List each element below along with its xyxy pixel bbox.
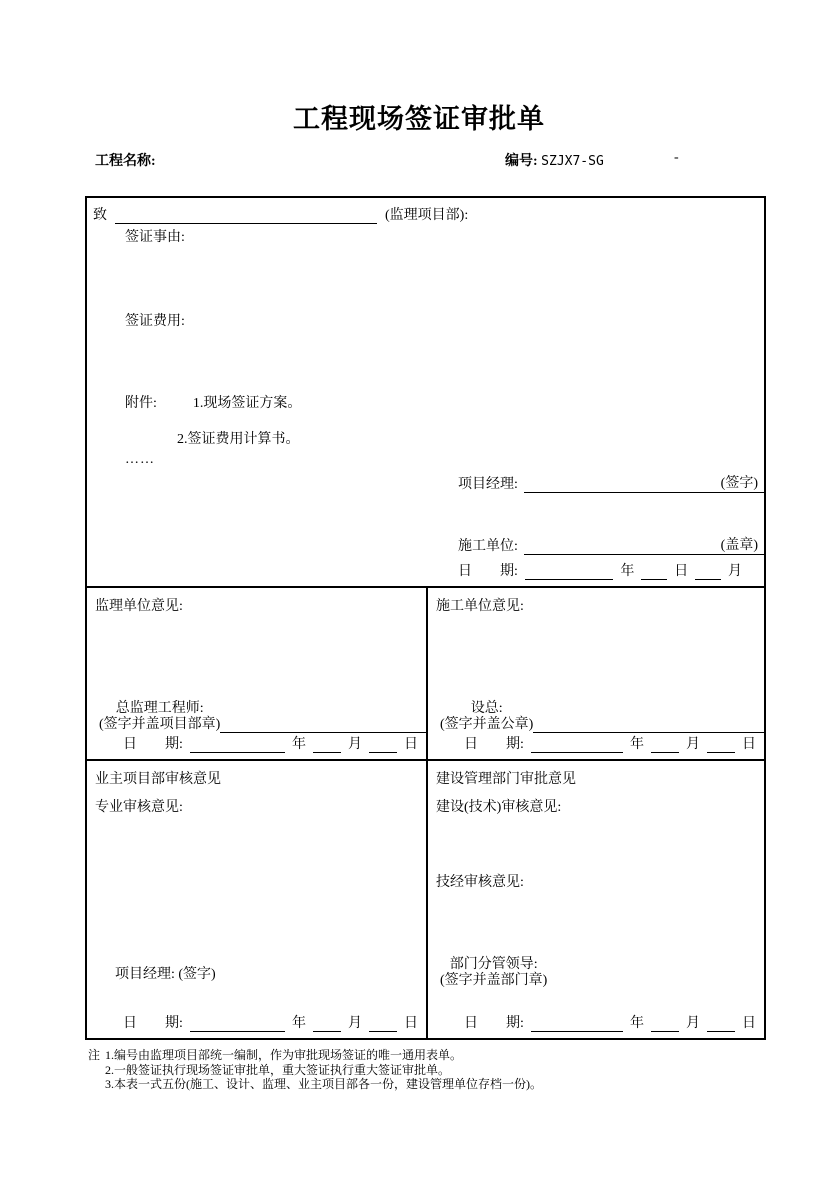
date-blank-field xyxy=(531,738,623,753)
form-table xyxy=(85,196,766,1040)
section-admin-approval xyxy=(428,761,764,1038)
techno-economic-review-label: 技经审核意见: xyxy=(436,875,524,890)
date-unit-3: 日 xyxy=(404,1016,418,1031)
visa-reason-label: 签证事由: xyxy=(125,230,185,245)
number-label: 编号: xyxy=(505,154,538,169)
note-item: 3.本表一式五份(施工、设计、监理、业主项目部各一份，建设管理单位存档一份)。 xyxy=(105,1077,543,1091)
contractor-opinion-title: 施工单位意见: xyxy=(436,599,524,614)
signature-blank-field xyxy=(533,718,764,733)
number-value: SZJX7-SG xyxy=(541,154,604,169)
to-label: 致 xyxy=(93,208,107,223)
technical-review-label: 建设(技术)审核意见: xyxy=(436,800,562,815)
date-blank-field xyxy=(707,738,735,753)
date-blank-field xyxy=(651,1017,679,1032)
supervisor-signer-labels xyxy=(99,701,220,733)
attachment-item-1: 1.现场签证方案。 xyxy=(192,396,302,411)
section-contractor-opinion xyxy=(428,588,764,761)
date-blank-field xyxy=(707,1017,735,1032)
project-manager-sign-line xyxy=(458,472,764,493)
date-blank-field xyxy=(651,738,679,753)
date-blank-field xyxy=(313,1017,341,1032)
date-label: 日 期: xyxy=(464,737,524,752)
contractor-sign-line xyxy=(458,534,764,555)
date-label: 日 期: xyxy=(464,1016,524,1031)
date-row xyxy=(464,1012,756,1032)
ellipsis-text: …… xyxy=(125,452,155,467)
date-unit-1: 年 xyxy=(630,737,644,752)
owner-review-title: 业主项目部审核意见 xyxy=(95,772,221,787)
date-unit-3: 日 xyxy=(742,737,756,752)
document-header xyxy=(0,150,838,170)
date-blank-field xyxy=(369,738,397,753)
to-line xyxy=(93,204,754,224)
chief-supervisor-seal-hint: (签字并盖项目部章) xyxy=(99,717,221,732)
design-chief-label: 设总: xyxy=(470,701,503,716)
date-unit-2: 月 xyxy=(686,1016,700,1031)
dept-leader-label: 部门分管领导: xyxy=(449,957,538,972)
date-unit-2: 月 xyxy=(348,737,362,752)
date-blank-field xyxy=(190,738,285,753)
date-row xyxy=(464,733,756,753)
section-supervisor-opinion xyxy=(87,588,428,761)
date-unit-3: 月 xyxy=(728,564,742,579)
date-row xyxy=(123,1012,418,1032)
date-unit-3: 日 xyxy=(404,737,418,752)
document-number xyxy=(505,150,604,170)
contractor-unit-label: 施工单位: xyxy=(458,539,518,554)
attachment-label: 附件: xyxy=(125,396,157,411)
dept-leader-seal-hint: (签字并盖部门章) xyxy=(440,973,548,988)
signature-blank-field xyxy=(220,718,426,733)
note-item: 1.编号由监理项目部统一编制，作为审批现场签证的唯一通用表单。 xyxy=(105,1048,463,1062)
admin-signer-labels xyxy=(440,957,547,989)
contractor-signer-labels xyxy=(440,701,533,733)
date-unit-1: 年 xyxy=(620,564,635,579)
to-suffix: (监理项目部): xyxy=(385,208,469,223)
date-blank-field xyxy=(369,1017,397,1032)
seal-hint: (盖章) xyxy=(717,534,764,555)
date-blank-field xyxy=(190,1017,285,1032)
professional-review-label: 专业审核意见: xyxy=(95,800,183,815)
date-unit-1: 年 xyxy=(630,1016,644,1031)
notes-label: 注 xyxy=(88,1048,101,1062)
chief-supervisor-label: 总监理工程师: xyxy=(115,701,204,716)
date-blank-field xyxy=(531,1017,623,1032)
date-label: 日 期: xyxy=(458,564,518,579)
number-dash: - xyxy=(674,150,679,165)
signature-blank-field xyxy=(524,478,717,493)
date-unit-1: 年 xyxy=(292,737,306,752)
date-row xyxy=(458,560,742,580)
footer-notes xyxy=(88,1048,808,1092)
project-name-label: 工程名称: xyxy=(95,154,156,169)
owner-pm-sign-label: 项目经理: (签字) xyxy=(115,967,216,982)
date-row xyxy=(123,733,418,753)
date-unit-2: 月 xyxy=(686,737,700,752)
date-unit-1: 年 xyxy=(292,1016,306,1031)
section-owner-review xyxy=(87,761,428,1038)
project-manager-label: 项目经理: xyxy=(458,477,518,492)
notes-list xyxy=(105,1048,542,1092)
supervisor-opinion-title: 监理单位意见: xyxy=(95,599,183,614)
date-label: 日 期: xyxy=(123,737,183,752)
date-unit-3: 日 xyxy=(742,1016,756,1031)
attachments-row xyxy=(125,392,301,412)
signature-blank-field xyxy=(524,540,717,555)
sign-hint: (签字) xyxy=(717,472,764,493)
date-blank-field xyxy=(525,565,613,580)
page-title: 工程现场签证审批单 xyxy=(293,104,545,134)
supervisor-signer-row xyxy=(99,701,426,733)
date-unit-2: 日 xyxy=(674,564,689,579)
date-blank-field xyxy=(695,565,721,580)
contractor-signer-row xyxy=(440,701,764,733)
date-unit-2: 月 xyxy=(348,1016,362,1031)
date-label: 日 期: xyxy=(123,1016,183,1031)
attachment-item-2: 2.签证费用计算书。 xyxy=(177,432,300,447)
section-request xyxy=(87,198,764,588)
admin-approval-title: 建设管理部门审批意见 xyxy=(436,772,576,787)
note-item: 2.一般签证执行现场签证审批单，重大签证执行重大签证审批单。 xyxy=(105,1062,451,1077)
design-chief-seal-hint: (签字并盖公章) xyxy=(440,717,534,732)
date-blank-field xyxy=(313,738,341,753)
visa-cost-label: 签证费用: xyxy=(125,314,185,329)
to-blank-field xyxy=(115,209,377,224)
date-blank-field xyxy=(641,565,667,580)
